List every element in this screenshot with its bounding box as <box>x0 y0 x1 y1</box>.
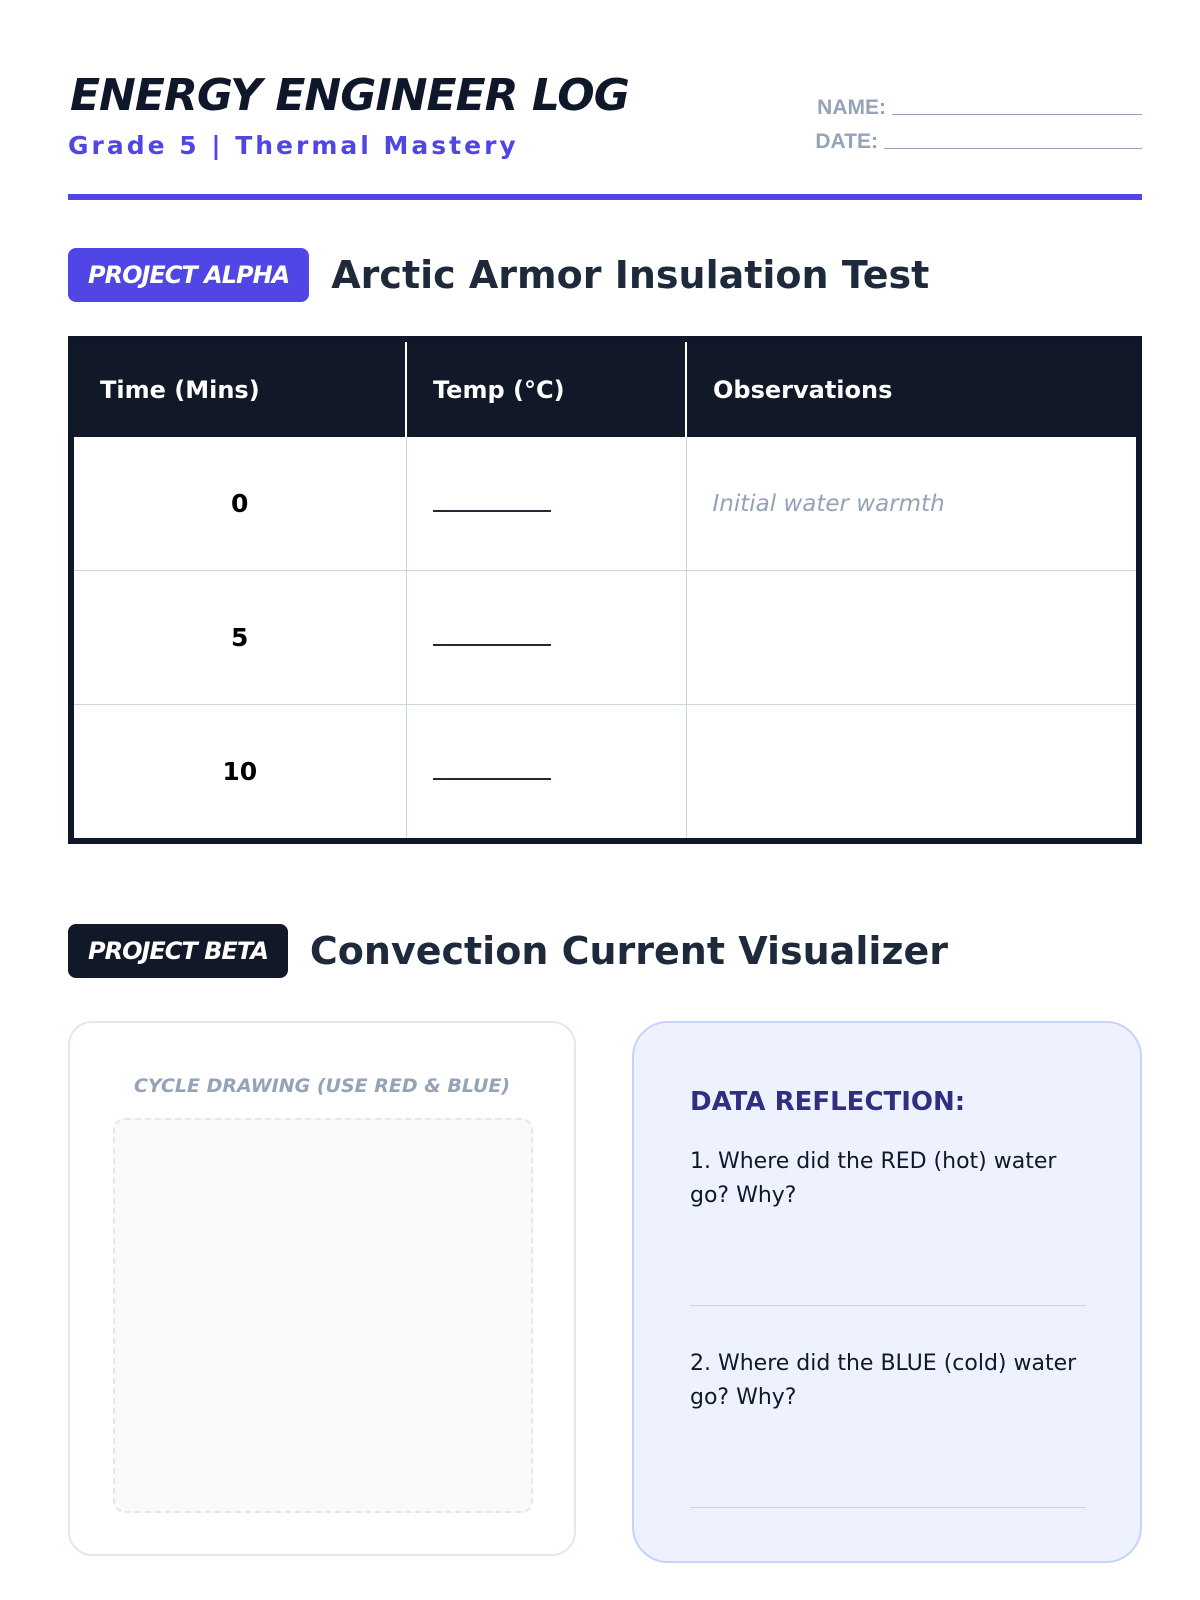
observation-cell[interactable]: Initial water warmth <box>686 437 1136 571</box>
column-header-time: Time (Mins) <box>74 342 406 437</box>
project-alpha-badge: PROJECT ALPHA <box>68 248 309 302</box>
observation-cell[interactable] <box>686 705 1136 839</box>
temp-cell[interactable] <box>406 705 686 839</box>
observation-cell[interactable] <box>686 571 1136 705</box>
question-2: 2. Where did the BLUE (cold) water go? Why? <box>690 1351 1077 1410</box>
answer-line-2[interactable] <box>690 1507 1086 1508</box>
project-beta-title: Convection Current Visualizer <box>309 929 949 973</box>
temp-blank[interactable] <box>433 496 551 512</box>
name-field[interactable] <box>892 113 1142 115</box>
name-row <box>812 86 1142 120</box>
temp-cell[interactable] <box>406 437 686 571</box>
temp-blank[interactable] <box>433 764 551 780</box>
project-beta-heading <box>68 924 948 978</box>
drawing-area[interactable] <box>113 1118 533 1513</box>
column-header-observations: Observations <box>686 342 1136 437</box>
date-label: DATE: <box>815 130 878 153</box>
insulation-data-table <box>68 336 1142 844</box>
temp-cell[interactable] <box>406 571 686 705</box>
reflection-title: DATA REFLECTION: <box>690 1087 966 1117</box>
temp-blank[interactable] <box>433 630 551 646</box>
reflection-card <box>632 1021 1142 1563</box>
drawing-card <box>68 1021 576 1556</box>
question-1: 1. Where did the RED (hot) water go? Why? <box>690 1149 1057 1208</box>
time-cell: 0 <box>74 437 406 571</box>
table-row <box>74 571 1136 705</box>
date-field[interactable] <box>884 147 1142 149</box>
student-info <box>812 86 1142 154</box>
header-divider <box>68 194 1142 200</box>
table-row <box>74 705 1136 839</box>
project-beta-badge: PROJECT BETA <box>68 924 288 978</box>
answer-line-1[interactable] <box>690 1305 1086 1306</box>
drawing-caption: CYCLE DRAWING (USE RED & BLUE) <box>133 1075 511 1097</box>
table-row <box>74 437 1136 571</box>
time-cell: 5 <box>74 571 406 705</box>
project-alpha-heading <box>68 248 929 302</box>
name-label: NAME: <box>817 96 886 119</box>
page-title: ENERGY ENGINEER LOG <box>70 70 629 121</box>
table-header-row <box>74 342 1136 437</box>
date-row <box>812 120 1142 154</box>
project-alpha-title: Arctic Armor Insulation Test <box>331 253 930 297</box>
worksheet-page <box>68 0 1142 1600</box>
page-subtitle: Grade 5 | Thermal Mastery <box>68 131 519 160</box>
column-header-temp: Temp (°C) <box>406 342 686 437</box>
time-cell: 10 <box>74 705 406 839</box>
